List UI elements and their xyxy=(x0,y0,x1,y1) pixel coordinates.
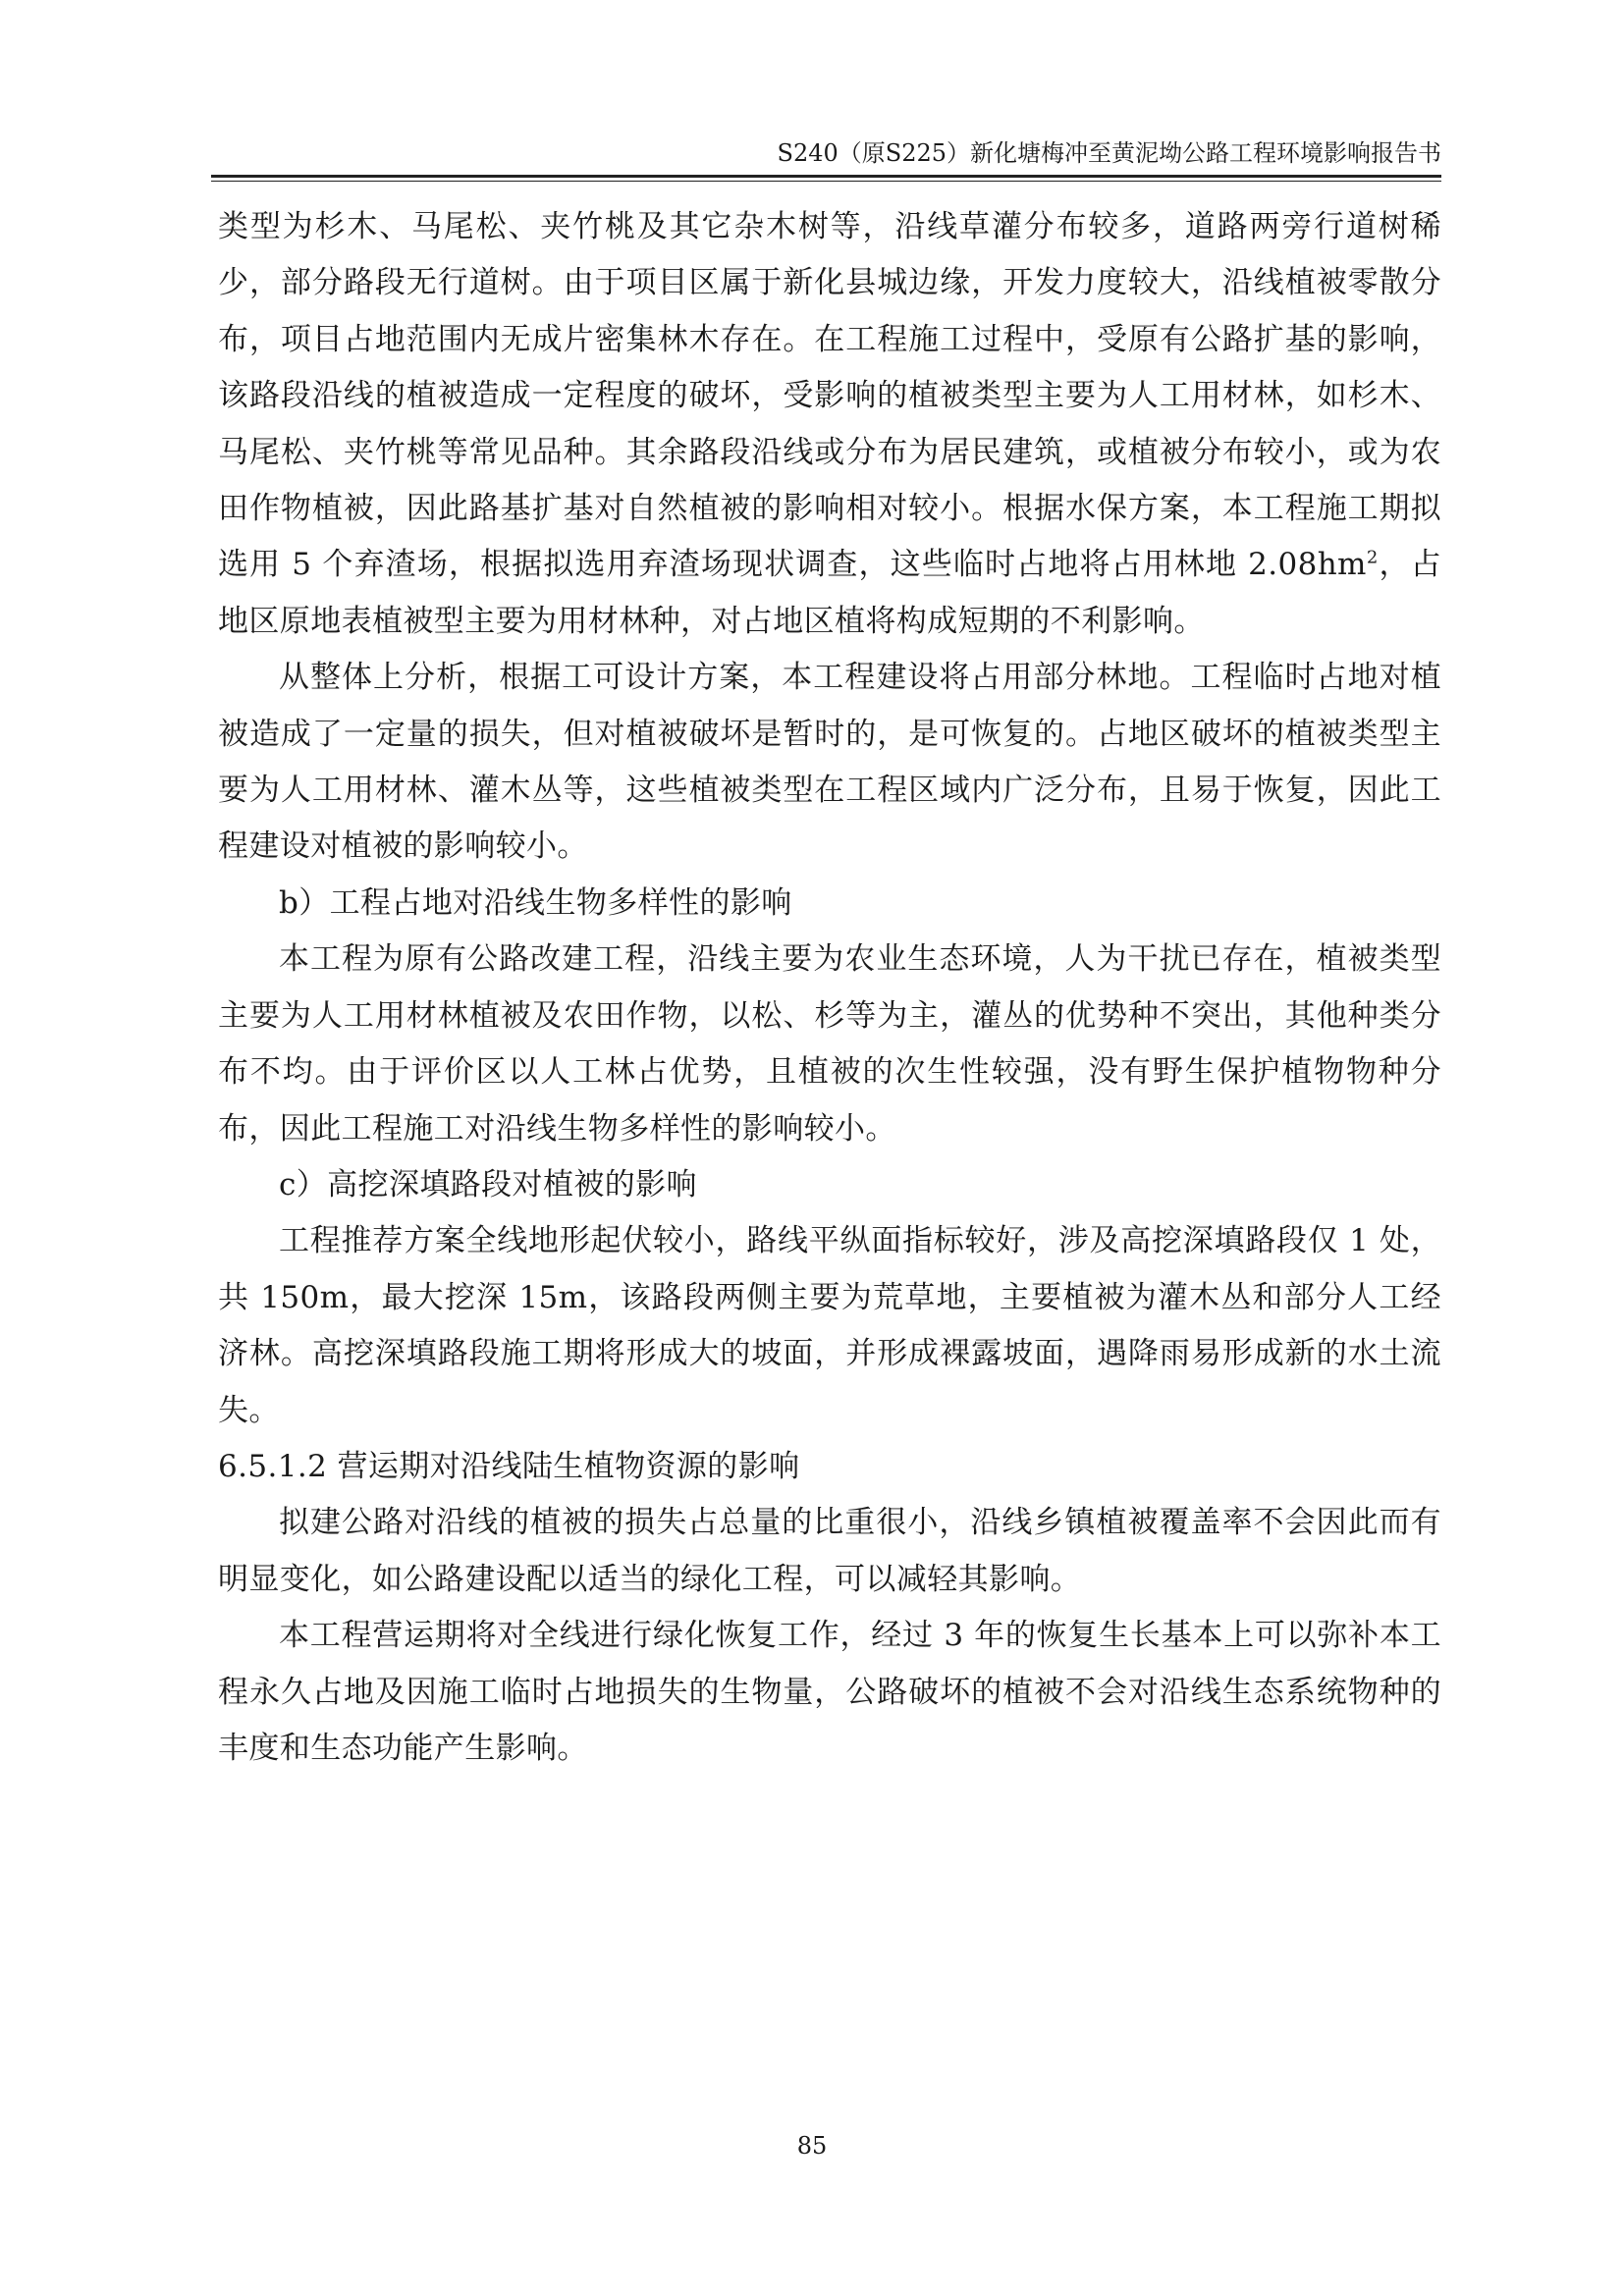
document-body xyxy=(218,199,1441,1777)
paragraph-deep-cut: 工程推荐方案全线地形起伏较小，路线平纵面指标较好，涉及高挖深填路段仅 1 处，共 150m，最大挖深 15m，该路段两侧主要为荒草地，主要植被为灌木丛和部分人工经济林。高挖深填路段施工期将形成大的坡面，并形成裸露坡面，遇降雨易形成新的水土流失。 xyxy=(218,1223,1441,1428)
page-number: 85 xyxy=(796,2132,828,2160)
paragraph-greening-recovery: 本工程营运期将对全线进行绿化恢复工作，经过 3 年的恢复生长基本上可以弥补本工程永久占地及因施工临时占地损失的生物量，公路破坏的植被不会对沿线生态系统物种的丰度和生态功能产生影响。 xyxy=(218,1618,1441,1766)
report-title: S240（原S225）新化塘梅冲至黄泥坳公路工程环境影响报告书 xyxy=(777,139,1441,167)
superscript-unit: 2 xyxy=(1366,548,1379,569)
paragraph-text: ，占地区原地表植被型主要为用材林种，对占地区植将构成短期的不利影响。 xyxy=(218,547,1441,639)
paragraph-biodiversity: 本工程为原有公路改建工程，沿线主要为农业生态环境，人为干扰已存在，植被类型主要为人工用材林植被及农田作物，以松、杉等为主，灌丛的优势种不突出，其他种类分布不均。由于评价区以人工林占优势，且植被的次生性较强，没有野生保护植物物种分布，因此工程施工对沿线生物多样性的影响较小。 xyxy=(218,941,1441,1147)
paragraph-vegetation-types xyxy=(218,199,1441,650)
section-heading: 6.5.1.2 营运期对沿线陆生植物资源的影响 xyxy=(218,1448,800,1484)
paragraph-text: 类型为杉木、马尾松、夹竹桃及其它杂木树等，沿线草灌分布较多，道路两旁行道树稀少，部分路段无行道树。由于项目区属于新化县城边缘，开发力度较大，沿线植被零散分布，项目占地范围内无成片密集林木存在。在工程施工过程中，受原有公路扩基的影响，该路段沿线的植被造成一定程度的破坏，受影响的植被类型主要为人工用材林，如杉木、马尾松、夹竹桃等常见品种。其余路段沿线或分布为居民建筑，或植被分布较小，或为农田作物植被，因此路基扩基对自然植被的影响相对较小。根据水保方案，本工程施工期拟选用 5 个弃渣场，根据拟选用弃渣场现状调查，这些临时占地将占用林地 2.08hm xyxy=(218,209,1441,583)
page-header xyxy=(211,137,1441,179)
subheading-deep-cut: c）高挖深填路段对植被的影响 xyxy=(279,1166,697,1202)
header-rule xyxy=(211,175,1441,178)
paragraph-overall-analysis: 从整体上分析，根据工可设计方案，本工程建设将占用部分林地。工程临时占地对植被造成了一定量的损失，但对植被破坏是暂时的，是可恢复的。占地区破坏的植被类型主要为人工用材林、灌木丛等，这些植被类型在工程区域内广泛分布，且易于恢复，因此工程建设对植被的影响较小。 xyxy=(218,660,1441,865)
paragraph-operation-impact: 拟建公路对沿线的植被的损失占总量的比重很小，沿线乡镇植被覆盖率不会因此而有明显变化，如公路建设配以适当的绿化工程，可以减轻其影响。 xyxy=(218,1505,1441,1597)
header-rule-thin xyxy=(211,181,1441,182)
subheading-biodiversity: b）工程占地对沿线生物多样性的影响 xyxy=(279,884,792,921)
